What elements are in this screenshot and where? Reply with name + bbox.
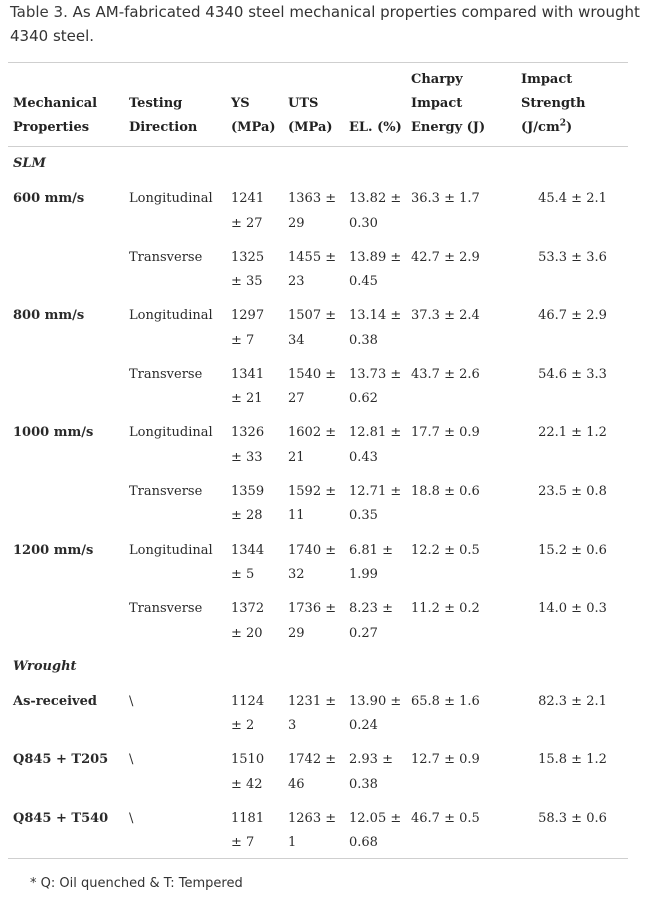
cell-ys: 1372 ± 20 (231, 601, 265, 641)
cell-el: 2.93 ± 0.38 (349, 752, 393, 792)
cell-ys: 1510 ± 42 (231, 752, 265, 792)
cell-condition: Q845 + T540 (13, 810, 109, 826)
cell-impact-strength: 15.8 ± 1.2 (538, 752, 607, 768)
cell-charpy: 43.7 ± 2.6 (411, 366, 480, 382)
cell-condition: 1200 mm/s (13, 542, 94, 558)
cell-el: 13.90 ± 0.24 (349, 693, 402, 734)
table-row (8, 592, 628, 651)
cell-direction: Longitudinal (129, 308, 213, 324)
section-title: SLM (13, 156, 46, 171)
cell-el: 12.81 ± 0.43 (349, 425, 402, 465)
cell-ys: 1181 ± 7 (231, 810, 265, 851)
table-header-row (8, 64, 628, 148)
header-el: EL. (%) (349, 120, 402, 135)
cell-uts: 1602 ± 21 (288, 425, 337, 465)
cell-ys: 1326 ± 33 (231, 425, 265, 465)
cell-charpy: 17.7 ± 0.9 (411, 425, 480, 441)
table-row (8, 358, 628, 417)
header-impact-strength (516, 64, 628, 148)
table-row (8, 182, 628, 241)
cell-impact-strength: 53.3 ± 3.6 (538, 249, 607, 265)
cell-impact-strength: 14.0 ± 0.3 (538, 601, 607, 617)
cell-charpy: 18.8 ± 0.6 (411, 483, 480, 499)
cell-condition: 800 mm/s (13, 308, 85, 324)
cell-charpy: 46.7 ± 0.5 (411, 810, 480, 826)
cell-charpy: 37.3 ± 2.4 (411, 308, 480, 324)
cell-direction: Transverse (129, 601, 203, 617)
cell-charpy: 65.8 ± 1.6 (411, 693, 480, 709)
properties-table (8, 64, 628, 861)
cell-impact-strength: 82.3 ± 2.1 (538, 693, 607, 709)
table-row (8, 299, 628, 358)
cell-el: 12.71 ± 0.35 (349, 483, 402, 524)
table-caption-text: As AM-fabricated 4340 steel mechanical properties compared with wrought 4340 steel. (10, 3, 640, 45)
cell-uts: 1455 ± 23 (288, 249, 337, 290)
table-row (8, 534, 628, 593)
header-impact-strength-sup: 2 (559, 118, 566, 129)
table-row (8, 802, 628, 861)
cell-ys: 1297 ± 7 (231, 308, 265, 348)
cell-ys: 1241 ± 27 (231, 191, 265, 231)
cell-ys: 1341 ± 21 (231, 366, 265, 407)
cell-ys: 1359 ± 28 (231, 483, 265, 524)
header-ys: YS (MPa) (231, 96, 276, 135)
header-charpy: Charpy Impact Energy (J) (411, 72, 486, 135)
cell-direction: \ (129, 810, 134, 826)
table-row (8, 685, 628, 744)
cell-condition (8, 241, 124, 300)
cell-direction: Longitudinal (129, 542, 213, 558)
table-row (8, 241, 628, 300)
cell-condition (8, 358, 124, 417)
cell-el: 13.73 ± 0.62 (349, 366, 402, 407)
cell-direction: Transverse (129, 366, 203, 382)
cell-impact-strength: 54.6 ± 3.3 (538, 366, 607, 382)
cell-el: 13.82 ± 0.30 (349, 191, 402, 231)
cell-ys: 1344 ± 5 (231, 542, 265, 583)
cell-impact-strength: 22.1 ± 1.2 (538, 425, 607, 441)
table-footnote: * Q: Oil quenched & T: Tempered (30, 876, 243, 891)
cell-condition: 600 mm/s (13, 191, 85, 206)
cell-uts: 1540 ± 27 (288, 366, 337, 407)
header-mechanical-properties: Mechanical Properties (13, 96, 98, 135)
cell-el: 8.23 ± 0.27 (349, 601, 393, 641)
cell-condition (8, 592, 124, 651)
header-uts: UTS (MPa) (288, 96, 333, 135)
cell-uts: 1231 ± 3 (288, 693, 337, 734)
header-testing-direction: Testing Direction (129, 96, 198, 135)
cell-condition (8, 475, 124, 534)
cell-uts: 1742 ± 46 (288, 752, 337, 792)
cell-charpy: 36.3 ± 1.7 (411, 191, 480, 206)
table-row (8, 416, 628, 475)
cell-direction: \ (129, 693, 134, 709)
cell-uts: 1507 ± 34 (288, 308, 337, 348)
cell-condition: As-received (13, 693, 97, 709)
cell-impact-strength: 15.2 ± 0.6 (538, 542, 607, 558)
table-body (8, 148, 628, 861)
cell-el: 12.05 ± 0.68 (349, 810, 402, 851)
cell-condition: Q845 + T205 (13, 752, 109, 768)
cell-el: 6.81 ± 1.99 (349, 542, 393, 583)
cell-ys: 1325 ± 35 (231, 249, 265, 290)
cell-impact-strength: 23.5 ± 0.8 (538, 483, 607, 499)
cell-charpy: 12.2 ± 0.5 (411, 542, 480, 558)
cell-el: 13.14 ± 0.38 (349, 308, 402, 348)
section-title: Wrought (13, 658, 77, 674)
cell-el: 13.89 ± 0.45 (349, 249, 402, 290)
cell-direction: \ (129, 752, 134, 768)
cell-charpy: 11.2 ± 0.2 (411, 601, 480, 617)
cell-uts: 1263 ± 1 (288, 810, 337, 851)
table-caption-label: Table 3. (10, 3, 68, 21)
cell-impact-strength: 46.7 ± 2.9 (538, 308, 607, 324)
section-row (8, 148, 628, 182)
cell-charpy: 12.7 ± 0.9 (411, 752, 480, 768)
header-impact-strength-text: Impact Strength (J/cm (521, 72, 586, 135)
cell-ys: 1124 ± 2 (231, 693, 265, 734)
cell-impact-strength: 45.4 ± 2.1 (538, 191, 607, 206)
header-impact-strength-end: ) (566, 120, 573, 135)
cell-direction: Transverse (129, 249, 203, 265)
cell-uts: 1592 ± 11 (288, 483, 337, 524)
cell-charpy: 42.7 ± 2.9 (411, 249, 480, 265)
cell-condition: 1000 mm/s (13, 425, 94, 441)
table-caption (10, 0, 640, 48)
table-top-rule (8, 62, 628, 63)
cell-uts: 1363 ± 29 (288, 191, 337, 231)
cell-direction: Transverse (129, 483, 203, 499)
cell-uts: 1740 ± 32 (288, 542, 337, 583)
cell-impact-strength: 58.3 ± 0.6 (538, 810, 607, 826)
section-row (8, 651, 628, 685)
cell-uts: 1736 ± 29 (288, 601, 337, 641)
table-row (8, 743, 628, 802)
table-row (8, 475, 628, 534)
cell-direction: Longitudinal (129, 425, 213, 441)
cell-direction: Longitudinal (129, 191, 213, 206)
